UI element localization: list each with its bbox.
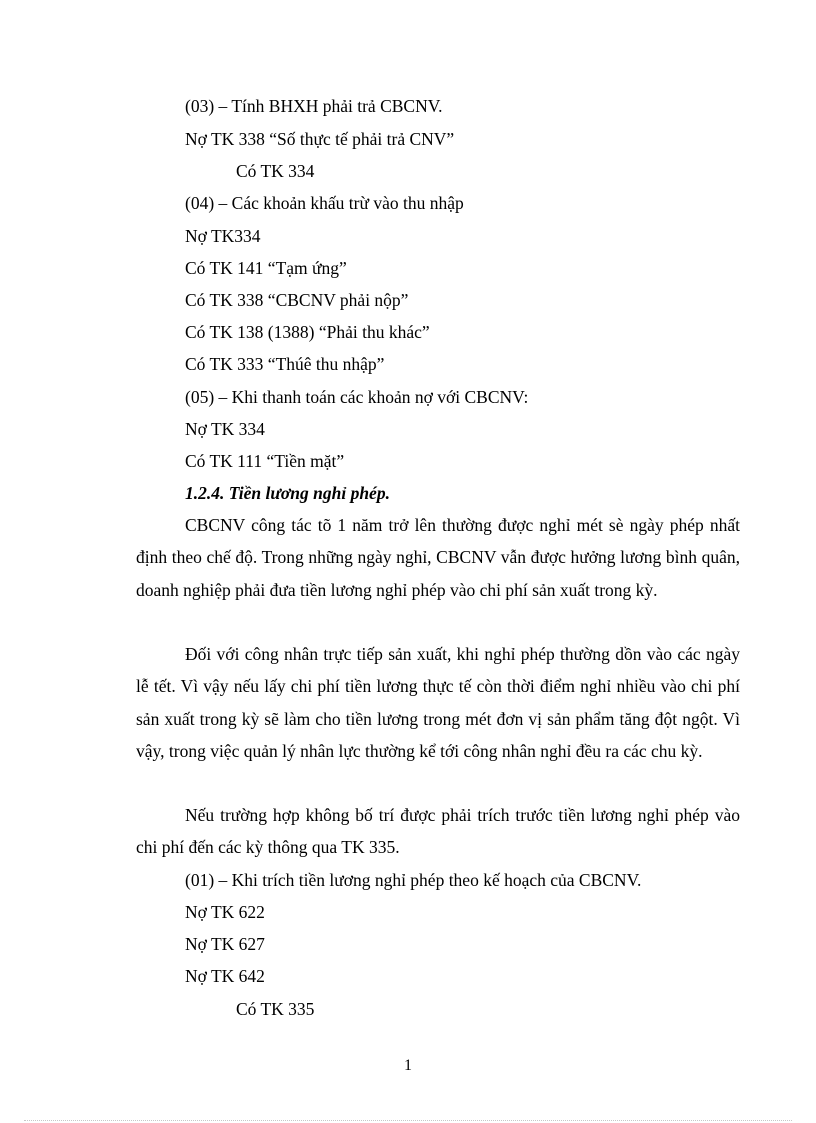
credit-line: Có TK 138 (1388) “Phải thu khác” [185,322,430,342]
paragraph-accrual: Nếu trường hợp không bố trí được phải trích trước tiền lương nghỉ phép vào chi phí đến các kỳ thông qua TK 335. [136,805,740,858]
credit-line: Có TK 141 “Tạm ứng” [185,258,347,278]
debit-line: Nợ TK 622 [185,902,265,922]
page-bottom-divider [24,1120,792,1121]
entry-04-title: (04) – Các khoản khấu trừ vào thu nhập [185,193,464,213]
debit-line: Nợ TK334 [185,226,261,246]
paragraph-direct-workers: Đối với công nhân trực tiếp sản xuất, khi nghỉ phép thường dồn vào các ngày lễ tết. Vì vậy nếu lấy chi phí tiền lương thực tế còn thời điểm nghỉ nhiều vào chi phí sản xuất trong kỳ sẽ làm cho tiền lương trong mét đơn vị sản phẩm tăng đột ngột. Vì vậy, trong việc quản lý nhân lực thường kể tới công nhân nghỉ đều ra các chu kỳ. [136,644,740,761]
section-heading: 1.2.4. Tiền lương nghỉ phép. [185,483,390,503]
debit-line: Nợ TK 338 “Số thực tế phải trả CNV” [185,129,455,149]
page-number: 1 [404,1057,412,1074]
debit-line: Nợ TK 642 [185,966,265,986]
credit-line: Có TK 335 [236,999,315,1019]
credit-line: Có TK 333 “Thúê thu nhập” [185,354,385,374]
entry-01-title: (01) – Khi trích tiền lương nghỉ phép theo kế hoạch của CBCNV. [185,870,642,890]
credit-line: Có TK 338 “CBCNV phải nộp” [185,290,409,310]
entry-03-title: (03) – Tính BHXH phải trả CBCNV. [185,96,443,116]
credit-line: Có TK 111 “Tiền mặt” [185,451,345,471]
credit-line: Có TK 334 [236,161,315,181]
paragraph-leave-pay: CBCNV công tác tõ 1 năm trở lên thường được nghỉ mét sè ngày phép nhất định theo chế độ. Trong những ngày nghỉ, CBCNV vẫn được hưởng lương bình quân, doanh nghiệp phải đưa tiền lương nghỉ phép vào chi phí sản xuất trong kỳ. [136,515,740,600]
entry-05-title: (05) – Khi thanh toán các khoản nợ với CBCNV: [185,387,529,407]
debit-line: Nợ TK 334 [185,419,265,439]
debit-line: Nợ TK 627 [185,934,265,954]
